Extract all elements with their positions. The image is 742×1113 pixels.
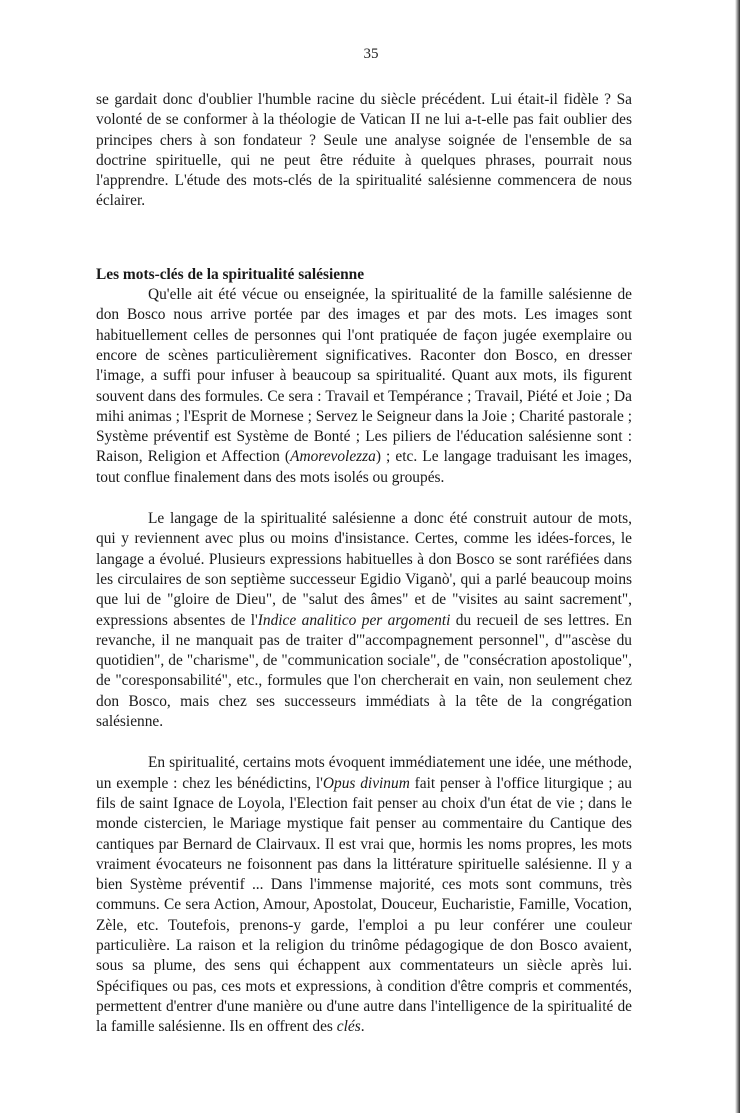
scan-edge-shadow [735,0,740,1113]
section-heading: Les mots-clés de la spiritualité salésienne [96,265,365,283]
paragraph-text: fait penser à l'office liturgique ; au fils de saint Ignace de Loyola, l'Election fait penser au choix d'un état de vie ; dans le monde cistercien, le Mariage mystique fait penser au commentaire du Cantique des cantiques par Bernard de Clairvaux. Il est vrai que, hormis les noms propres, les mots vraiment évocateurs ne foisonnent pas dans la littérature spirituelle salésienne. Il y a bien Système préventif ... Dans l'immense majorité, ces mots sont communs, très communs. Ce sera Action, Amour, Apostolat, Douceur, Eucharistie, Famille, Vocation, Zèle, etc. Toutefois, prenons-y garde, l'emploi a pu leur conférer une couleur particulière. La raison et la religion du trinôme pédagogique de don Bosco avaient, sous sa plume, des sens qui échappent aux commentateurs un siècle après lui. Spécifiques ou pas, ces mots et expressions, à condition d'être compris et commentés, permettent d'entrer d'une manière ou d'une autre dans l'intelligence de la spiritualité de la famille salésienne. Ils en offrent des [96,774,632,1036]
paragraph-text: Qu'elle ait été vécue ou enseignée, la spiritualité de la famille salésienne de don Bosco nous arrive portée par des images et par des mots. Les images sont habituellement celles de personnes qui l'ont pratiquée de façon jugée exemplaire ou encore de scènes particulièrement significatives. Raconter don Bosco, en dresser l'image, a suffi pour infuser à beaucoup sa spiritualité. Quant aux mots, ils figurent souvent dans des formules. Ce sera : Travail et Tempérance ; Travail, Piété et Joie ; Da mihi animas ; l'Esprit de Mornese ; Servez le Seigneur dans la Joie ; Charité pastorale ; Système préventif est Système de Bonté ; Les piliers de l'éducation salésienne sont : Raison, Religion et Affection ( [96,286,632,466]
italic-term: clés [336,1018,361,1036]
opening-paragraph: se gardait donc d'oublier l'humble racine du siècle précédent. Lui était-il fidèle ? Sa volonté de se conformer à la théologie de Vatican II ne lui a-t-elle pas fait oublier des principes chers à son fondateur ? Seule une analyse soignée de l'ensemble de sa doctrine spirituelle, qui ne peut être réduite à quelques phrases, pourrait nous l'apprendre. L'étude des mots-clés de la spiritualité salésienne commencera de nous éclairer. [96,91,632,210]
paragraph-text: . [360,1018,365,1036]
italic-term: Opus divinum [322,774,410,792]
italic-title: Indice analitico per argomenti [257,611,451,629]
paragraph-evocative-words [96,753,632,1037]
page-number: 35 [363,46,379,62]
paragraph-language-evolution [96,509,632,732]
paragraph-text: En spiritualité, certains mots évoquent immédiatement une idée, une méthode, un exemple : chez les bénédictins, l' [96,754,632,792]
paragraph-text: du recueil de ses lettres. En revanche, il ne manquait pas de traiter d'"accompagnement personnel", d'"ascèse du quotidien", de "charisme", de "communication sociale", de "consécration apostolique", de "coresponsabilité", etc., formules que l'on chercherait en vain, non seulement chez don Bosco, mais chez ses successeurs immédiats à la tête de la congrégation salésienne. [96,611,632,731]
paragraph-text: Le langage de la spiritualité salésienne a donc été construit autour de mots, qui y reviennent avec plus ou moins d'insistance. Certes, comme les idées-forces, le langage a évolué. Plusieurs expressions habituelles à don Bosco se sont raréfiées dans les circulaires de son septième successeur Egidio Viganò', qui a parlé beaucoup moins que lui de "gloire de Dieu", de "salut des âmes" et de "visites au saint sacrement", expressions absentes de l' [96,510,632,629]
paragraph-text: ) ; etc. Le langage traduisant les images, tout conflue finalement dans des mots isolés ou groupés. [96,448,632,486]
italic-term: Amorevolezza [290,448,376,466]
paragraph-images-and-words [96,285,632,488]
page-body [96,90,632,1037]
